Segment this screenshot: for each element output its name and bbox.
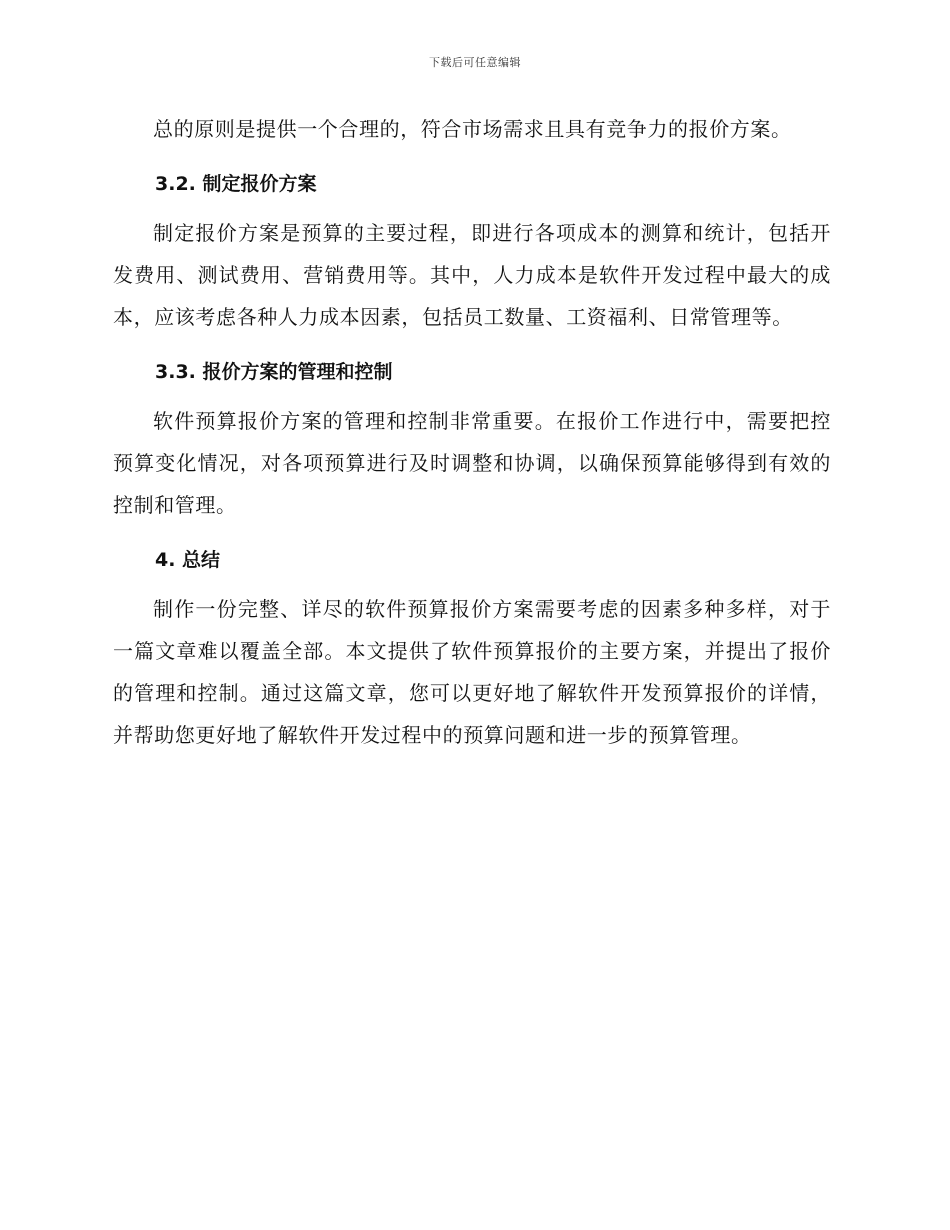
section-paragraph-3-3: 软件预算报价方案的管理和控制非常重要。在报价工作进行中，需要把控预算变化情况，对各项预算进行及时调整和协调，以确保预算能够得到有效的控制和管理。 [113,409,831,517]
section-heading-4: 4. 总结 [155,549,221,571]
section-paragraph-3-2: 制定报价方案是预算的主要过程，即进行各项成本的测算和统计，包括开发费用、测试费用、营销费用等。其中，人力成本是软件开发过程中最大的成本，应该考虑各种人力成本因素，包括员工数量、工资福利、日常管理等。 [113,221,831,329]
section-heading-3-2: 3.2. 制定报价方案 [155,173,317,195]
section-heading-3-3: 3.3. 报价方案的管理和控制 [155,361,393,383]
intro-paragraph: 总的原则是提供一个合理的，符合市场需求且具有竞争力的报价方案。 [153,117,792,141]
section-paragraph-4: 制作一份完整、详尽的软件预算报价方案需要考虑的因素多种多样，对于一篇文章难以覆盖全部。本文提供了软件预算报价的主要方案，并提出了报价的管理和控制。通过这篇文章，您可以更好地了解软件开发预算报价的详情，并帮助您更好地了解软件开发过程中的预算问题和进一步的预算管理。 [113,597,831,747]
header-note: 下载后可任意编辑 [429,56,521,69]
document-body [113,108,831,770]
